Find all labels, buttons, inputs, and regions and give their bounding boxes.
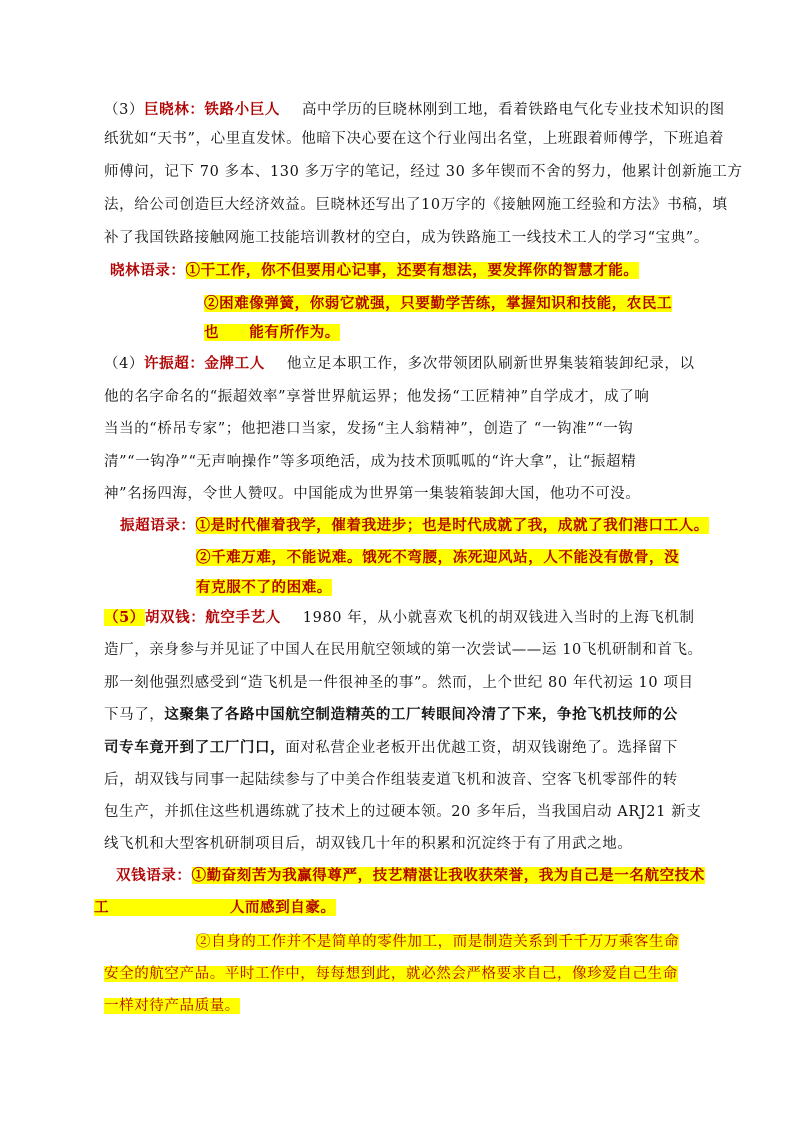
section5-bold-text: 司专车竟开到了工厂门口， — [104, 739, 286, 756]
section5-quote-line — [104, 994, 240, 1018]
section5-quote: ②自身的工作并不是简单的零件加工，而是制造关系到千千万万乘客生命 — [196, 934, 680, 950]
section4-text: 他立足本职工作，多次带领团队刷新世界集装箱装卸纪录，以 — [286, 356, 695, 372]
section3-title: 巨晓林：铁路小巨人 — [144, 101, 280, 118]
section5-text: 1980 年，从小就喜欢飞机的胡双钱进入当时的上海飞机制 — [302, 610, 695, 626]
section5-text-line: 造厂，亲身参与并见证了中国人在民用航空领域的第一次尝试——运 10飞机研制和首飞。 — [104, 642, 703, 658]
section5-quote: ①勤奋刻苦为我赢得尊严，技艺精湛让我收获荣誉，我为自己是一名航空技术 — [191, 867, 705, 884]
section4-quote-line — [196, 576, 332, 600]
section5-text-line: 后，胡双钱与同事一起陆续参与了中美合作组装麦道飞机和波音、空客飞机零部件的转 — [104, 772, 678, 788]
section4-number: （4） — [104, 356, 145, 372]
section5-quote-line — [94, 896, 336, 920]
section4-quote: ②千难万难，不能说难。饿死不弯腰，冻死迎风站，人不能没有傲骨，没 — [196, 549, 680, 566]
section3-quote: ②困难像弹簧，你弱它就强，只要勤学苦练，掌握知识和技能，农民工 — [204, 295, 673, 312]
section4-text-line: 他的名字命名的“振超效率”享誉世界航运界；他发扬“工匠精神”自学成才，成了响 — [104, 389, 650, 405]
section4-quote-line — [196, 546, 679, 570]
section5-quote: 一样对待产品质量。 — [104, 998, 240, 1014]
section5-text-line — [104, 736, 678, 760]
section5-bold-text: 聚集了各路中国航空制造精英的工厂转眼间冷清了下来，争抢飞机技师的公 — [179, 706, 678, 723]
section3-quote-label: 晓林语录： — [110, 262, 186, 279]
section3-text: 高中学历的巨晓林刚到工地，看着铁路电气化专业技术知识的图 — [301, 102, 725, 118]
section3-quote-line — [110, 259, 639, 283]
section3-heading-line — [104, 98, 725, 122]
section4-quote-line — [120, 514, 709, 538]
section5-number: （5） — [104, 609, 145, 626]
section3-text-line: 补了我国铁路接触网施工技能培训教材的空白，成为铁路施工一线技术工人的学习“宝典”。 — [104, 230, 709, 246]
section4-text-line: 当当的“桥吊专家”；他把港口当家，发扬“主人翁精神”，创造了 “一钩准”“一钩 — [104, 421, 634, 437]
section4-title: 许振超：金牌工人 — [144, 355, 265, 372]
section3-text-line: 法，给公司创造巨大经济效益。巨晓林还写出了10万字的《接触网施工经验和方法》书稿，填 — [104, 197, 728, 213]
section5-text-line: 包生产，并抓住这些机遇练就了技术上的过硬本领。20 多年后，当我国启动 ARJ21 新支 — [104, 804, 702, 820]
section5-title: 胡双钱：航空手艺人 — [144, 609, 281, 626]
section4-text-line: 神”名扬四海，令世人赞叹。中国能成为世界第一集装箱装卸大国，他功不可没。 — [104, 486, 641, 502]
section3-text-line: 纸犹如“天书”，心里直发怵。他暗下决心要在这个行业闯出名堂，上班跟着师傅学，下班追着 — [104, 131, 725, 147]
section5-quote-label: 双钱语录： — [116, 867, 192, 884]
section5-heading-line — [104, 606, 695, 630]
section4-text-line: 清”“一钩净”“无声响操作”等多项绝活，成为技术顶呱呱的“许大拿”，让“振超精 — [104, 454, 637, 470]
section4-quote: 有克服不了的困难。 — [196, 579, 332, 596]
section3-number: （3） — [104, 102, 145, 118]
section4-quote-label: 振超语录： — [120, 517, 196, 534]
section3-quote-line — [204, 321, 340, 345]
section5-quote: 安全的航空产品。平时工作中，每每想到此，就必然会严格要求自己，像珍爱自己生命 — [104, 966, 678, 982]
section3-quote: ①干工作，你不但要用心记事，还要有想法，要发挥你的智慧才能。 — [185, 262, 639, 279]
section3-text-line: 师傅问，记下 70 多本、130 多万字的笔记，经过 30 多年锲而不舍的努力，他累计创新施工方 — [104, 164, 743, 180]
section4-heading-line — [104, 352, 695, 376]
section5-quote-line — [196, 930, 679, 954]
section5-quote-line — [104, 962, 678, 986]
section4-quote: ①是时代催着我学，催着我进步；也是时代成就了我，成就了我们港口工人。 — [195, 517, 709, 534]
section5-text-line — [104, 703, 678, 727]
section3-quote: 也 能有所作为。 — [204, 324, 340, 341]
section5-text: 面对私营企业老板开出优越工资，胡双钱谢绝了。选择留下 — [285, 740, 678, 756]
section5-quote-line — [116, 864, 705, 888]
section5-text-line: 那一刻他强烈感受到“造飞机是一件很神圣的事”。然而，上个世纪 80 年代初运 10 项目 — [104, 675, 694, 691]
section5-text-line: 线飞机和大型客机研制项目后，胡双钱几十年的积累和沉淀终于有了用武之地。 — [104, 836, 633, 852]
section3-quote-line — [204, 292, 672, 316]
section5-bold-text: 这 — [164, 706, 180, 723]
section5-text: 下马了， — [104, 707, 165, 723]
section5-quote: 工 人而感到自豪。 — [94, 899, 336, 916]
